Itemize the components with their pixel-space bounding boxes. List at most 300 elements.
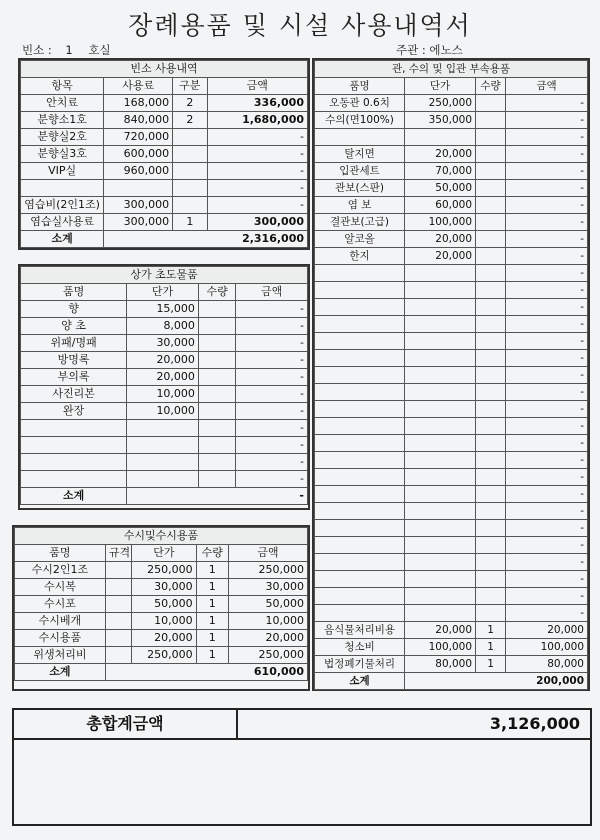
coffin-row (315, 197, 588, 214)
coffin-cell: 1 (476, 656, 506, 673)
shroud-cell: 50,000 (228, 596, 307, 613)
coffin-cell (476, 350, 506, 367)
grand-total-box (12, 708, 592, 826)
facility-section (18, 58, 310, 250)
coffin-row (315, 163, 588, 180)
altar-cell (198, 386, 235, 403)
coffin-column-header: 수량 (476, 78, 506, 95)
facility-row (21, 112, 308, 129)
facility-cell: 안치료 (21, 95, 104, 112)
altar-cell (198, 403, 235, 420)
facility-cell: 염습비(2인1조) (21, 197, 104, 214)
altar-cell: 양 초 (21, 318, 127, 335)
altar-cell (198, 437, 235, 454)
coffin-cell: 250,000 (405, 95, 476, 112)
shroud-cell: 1 (196, 596, 228, 613)
facility-cell: 분향실3호 (21, 146, 104, 163)
coffin-cell (476, 316, 506, 333)
shroud-cell: 20,000 (228, 630, 307, 647)
coffin-cell (476, 248, 506, 265)
coffin-cell: 100,000 (405, 639, 476, 656)
facility-cell: 300,000 (104, 214, 173, 231)
shroud-cell: 10,000 (228, 613, 307, 630)
altar-column-header: 단가 (127, 284, 199, 301)
shroud-caption: 수시및수시용품 (15, 528, 308, 545)
coffin-cell (476, 469, 506, 486)
shroud-row (15, 630, 308, 647)
facility-cell (173, 180, 207, 197)
altar-cell: 방명록 (21, 352, 127, 369)
shroud-cell (105, 647, 131, 664)
coffin-cell: - (506, 316, 588, 333)
altar-cell: 30,000 (127, 335, 199, 352)
altar-subtotal-value: - (127, 488, 308, 505)
shroud-row (15, 562, 308, 579)
coffin-cell: - (506, 129, 588, 146)
coffin-cell: - (506, 265, 588, 282)
facility-row (21, 180, 308, 197)
coffin-row (315, 299, 588, 316)
altar-cell (21, 471, 127, 488)
coffin-cell: 오동관 0.6치 (315, 95, 405, 112)
shroud-header-row (15, 545, 308, 562)
coffin-row (315, 146, 588, 163)
shroud-cell: 1 (196, 613, 228, 630)
altar-goods-section (18, 264, 310, 510)
altar-cell: 20,000 (127, 352, 199, 369)
altar-cell: 부의록 (21, 369, 127, 386)
coffin-cell: 탈지면 (315, 146, 405, 163)
facility-cell: - (207, 197, 307, 214)
coffin-cell (315, 554, 405, 571)
coffin-cell (315, 486, 405, 503)
facility-cell: 168,000 (104, 95, 173, 112)
altar-cell: - (236, 403, 308, 420)
facility-column-header: 항목 (21, 78, 104, 95)
coffin-row (315, 639, 588, 656)
coffin-cell (476, 180, 506, 197)
coffin-cell (405, 452, 476, 469)
coffin-cell: - (506, 299, 588, 316)
shroud-row (15, 596, 308, 613)
coffin-cell (476, 401, 506, 418)
altar-column-header: 수량 (198, 284, 235, 301)
shroud-cell: 수시베개 (15, 613, 106, 630)
document-title: 장례용품 및 시설 사용내역서 (128, 11, 472, 40)
room-unit: 호실 (88, 43, 111, 57)
coffin-column-header: 금액 (506, 78, 588, 95)
altar-cell (21, 437, 127, 454)
coffin-row (315, 469, 588, 486)
shroud-column-header: 품명 (15, 545, 106, 562)
coffin-cell (405, 605, 476, 622)
altar-row (21, 301, 308, 318)
coffin-cell (315, 282, 405, 299)
coffin-row (315, 316, 588, 333)
facility-row (21, 95, 308, 112)
facility-row (21, 129, 308, 146)
coffin-cell (315, 435, 405, 452)
coffin-cell (405, 299, 476, 316)
coffin-cell: 70,000 (405, 163, 476, 180)
altar-row (21, 386, 308, 403)
facility-cell (104, 180, 173, 197)
coffin-cell: - (506, 112, 588, 129)
shroud-cell: 수시포 (15, 596, 106, 613)
altar-cell: 15,000 (127, 301, 199, 318)
facility-table (20, 60, 308, 248)
room-label: 빈소 : (22, 43, 52, 57)
grand-total-value: 3,126,000 (489, 714, 580, 733)
altar-cell: - (236, 420, 308, 437)
facility-cell (173, 163, 207, 180)
facility-cell: 300,000 (104, 197, 173, 214)
coffin-cell (405, 367, 476, 384)
coffin-subtotal-row (315, 673, 588, 690)
shroud-cell: 수시용품 (15, 630, 106, 647)
facility-cell: 염습실사용료 (21, 214, 104, 231)
coffin-cell (476, 333, 506, 350)
shroud-subtotal-value: 610,000 (105, 664, 307, 681)
coffin-row (315, 95, 588, 112)
room-info (22, 42, 111, 58)
shroud-subtotal-label: 소계 (15, 664, 106, 681)
coffin-cell (315, 605, 405, 622)
coffin-row (315, 452, 588, 469)
coffin-cell (476, 129, 506, 146)
facility-cell: 1 (173, 214, 207, 231)
coffin-row (315, 180, 588, 197)
coffin-cell (476, 418, 506, 435)
coffin-cell: 관보(스판) (315, 180, 405, 197)
coffin-cell (315, 350, 405, 367)
facility-cell: 300,000 (207, 214, 307, 231)
grand-total-row (14, 710, 590, 740)
altar-cell: 향 (21, 301, 127, 318)
shroud-column-header: 수량 (196, 545, 228, 562)
coffin-cell (476, 588, 506, 605)
altar-row (21, 335, 308, 352)
coffin-caption-row (315, 61, 588, 78)
altar-cell (21, 420, 127, 437)
coffin-cell: - (506, 350, 588, 367)
coffin-goods-section (312, 58, 590, 691)
coffin-row (315, 418, 588, 435)
altar-row (21, 420, 308, 437)
coffin-row (315, 282, 588, 299)
coffin-cell (476, 537, 506, 554)
facility-caption: 빈소 사용내역 (21, 61, 308, 78)
facility-cell: 720,000 (104, 129, 173, 146)
coffin-cell: - (506, 248, 588, 265)
coffin-cell (405, 469, 476, 486)
altar-cell: - (236, 437, 308, 454)
coffin-cell: - (506, 418, 588, 435)
coffin-row (315, 112, 588, 129)
coffin-cell: - (506, 605, 588, 622)
coffin-subtotal-value: 200,000 (405, 673, 588, 690)
coffin-cell (315, 418, 405, 435)
facility-cell: - (207, 180, 307, 197)
shroud-cell: 250,000 (228, 562, 307, 579)
shroud-cell: 1 (196, 647, 228, 664)
coffin-cell (405, 520, 476, 537)
coffin-cell: 입관세트 (315, 163, 405, 180)
coffin-cell: - (506, 486, 588, 503)
shroud-goods-section (12, 525, 310, 691)
facility-caption-row (21, 61, 308, 78)
coffin-header-row (315, 78, 588, 95)
coffin-cell: 350,000 (405, 112, 476, 129)
coffin-cell: - (506, 554, 588, 571)
facility-row (21, 214, 308, 231)
shroud-cell (105, 613, 131, 630)
altar-cell: 10,000 (127, 403, 199, 420)
altar-goods-table (20, 266, 308, 505)
facility-cell: - (207, 129, 307, 146)
coffin-cell: 20,000 (405, 622, 476, 639)
altar-cell (127, 420, 199, 437)
altar-cell (198, 318, 235, 335)
coffin-cell (476, 571, 506, 588)
coffin-cell: - (506, 163, 588, 180)
coffin-cell: - (506, 435, 588, 452)
shroud-column-header: 금액 (228, 545, 307, 562)
coffin-cell: 60,000 (405, 197, 476, 214)
coffin-row (315, 350, 588, 367)
facility-cell: 840,000 (104, 112, 173, 129)
facility-cell (173, 197, 207, 214)
coffin-cell: - (506, 384, 588, 401)
shroud-cell: 위생처리비 (15, 647, 106, 664)
coffin-cell (405, 571, 476, 588)
facility-row (21, 197, 308, 214)
coffin-cell (405, 333, 476, 350)
coffin-row (315, 520, 588, 537)
coffin-row (315, 435, 588, 452)
facility-column-header: 금액 (207, 78, 307, 95)
coffin-row (315, 503, 588, 520)
coffin-cell (315, 384, 405, 401)
altar-cell: - (236, 301, 308, 318)
coffin-cell (405, 418, 476, 435)
shroud-goods-table (14, 527, 308, 681)
facility-column-header: 사용료 (104, 78, 173, 95)
shroud-cell (105, 596, 131, 613)
coffin-cell: 청소비 (315, 639, 405, 656)
coffin-row (315, 401, 588, 418)
altar-cell (198, 454, 235, 471)
facility-cell: 600,000 (104, 146, 173, 163)
facility-cell: 1,680,000 (207, 112, 307, 129)
coffin-cell: - (506, 537, 588, 554)
coffin-row (315, 588, 588, 605)
altar-cell (198, 335, 235, 352)
coffin-cell: - (506, 469, 588, 486)
coffin-cell (315, 129, 405, 146)
coffin-cell: 20,000 (506, 622, 588, 639)
coffin-cell: - (506, 401, 588, 418)
coffin-cell (405, 316, 476, 333)
altar-cell: - (236, 335, 308, 352)
coffin-cell: - (506, 503, 588, 520)
facility-cell (173, 129, 207, 146)
facility-cell: 분향소1호 (21, 112, 104, 129)
coffin-cell: 수의(면100%) (315, 112, 405, 129)
coffin-caption: 관, 수의 및 입관 부속용품 (315, 61, 588, 78)
coffin-cell (476, 503, 506, 520)
coffin-row (315, 265, 588, 282)
coffin-cell (405, 435, 476, 452)
coffin-cell (476, 231, 506, 248)
altar-cell: - (236, 386, 308, 403)
coffin-cell: - (506, 588, 588, 605)
coffin-cell (405, 265, 476, 282)
coffin-row (315, 622, 588, 639)
altar-cell (198, 352, 235, 369)
coffin-cell (476, 452, 506, 469)
coffin-cell: 법정폐기물처리 (315, 656, 405, 673)
coffin-cell (476, 520, 506, 537)
coffin-row (315, 367, 588, 384)
coffin-cell (315, 265, 405, 282)
facility-cell: 2 (173, 95, 207, 112)
coffin-cell: - (506, 214, 588, 231)
shroud-cell (105, 630, 131, 647)
coffin-cell (405, 537, 476, 554)
coffin-row (315, 129, 588, 146)
coffin-cell: 1 (476, 622, 506, 639)
coffin-cell (405, 554, 476, 571)
shroud-row (15, 613, 308, 630)
coffin-cell (315, 520, 405, 537)
shroud-cell: 10,000 (132, 613, 196, 630)
room-number: 1 (65, 43, 73, 57)
altar-cell: - (236, 454, 308, 471)
coffin-cell: - (506, 231, 588, 248)
altar-row (21, 403, 308, 420)
coffin-cell (315, 299, 405, 316)
coffin-row (315, 231, 588, 248)
coffin-cell: 80,000 (405, 656, 476, 673)
altar-cell: - (236, 318, 308, 335)
coffin-cell: 50,000 (405, 180, 476, 197)
coffin-cell (476, 265, 506, 282)
facility-cell: VIP실 (21, 163, 104, 180)
altar-column-header: 금액 (236, 284, 308, 301)
coffin-cell: 결관보(고급) (315, 214, 405, 231)
shroud-cell: 250,000 (228, 647, 307, 664)
altar-cell: 20,000 (127, 369, 199, 386)
coffin-cell (476, 367, 506, 384)
coffin-cell (315, 571, 405, 588)
coffin-cell: - (506, 95, 588, 112)
coffin-cell: - (506, 520, 588, 537)
altar-row (21, 369, 308, 386)
shroud-column-header: 단가 (132, 545, 196, 562)
shroud-cell: 수시복 (15, 579, 106, 596)
shroud-cell (105, 579, 131, 596)
altar-subtotal-row (21, 488, 308, 505)
coffin-column-header: 단가 (405, 78, 476, 95)
coffin-cell (476, 384, 506, 401)
facility-header-row (21, 78, 308, 95)
coffin-cell: 20,000 (405, 231, 476, 248)
coffin-cell (315, 537, 405, 554)
facility-cell: 분향실2호 (21, 129, 104, 146)
coffin-cell (405, 350, 476, 367)
coffin-row (315, 656, 588, 673)
altar-row (21, 471, 308, 488)
coffin-subtotal-label: 소계 (315, 673, 405, 690)
shroud-cell: 수시2인1조 (15, 562, 106, 579)
coffin-cell: 100,000 (405, 214, 476, 231)
coffin-cell (315, 503, 405, 520)
coffin-row (315, 571, 588, 588)
coffin-cell: - (506, 452, 588, 469)
altar-caption: 상가 초도물품 (21, 267, 308, 284)
facility-cell: - (207, 146, 307, 163)
shroud-cell: 1 (196, 630, 228, 647)
shroud-subtotal-row (15, 664, 308, 681)
altar-row (21, 454, 308, 471)
altar-cell (21, 454, 127, 471)
altar-header-row (21, 284, 308, 301)
shroud-cell: 1 (196, 579, 228, 596)
facility-row (21, 163, 308, 180)
coffin-cell (315, 469, 405, 486)
coffin-cell: 1 (476, 639, 506, 656)
altar-cell (198, 301, 235, 318)
coffin-cell (405, 486, 476, 503)
altar-row (21, 318, 308, 335)
coffin-cell (405, 282, 476, 299)
coffin-cell (315, 452, 405, 469)
coffin-row (315, 486, 588, 503)
altar-cell (198, 420, 235, 437)
altar-cell (127, 437, 199, 454)
coffin-cell: 알코올 (315, 231, 405, 248)
shroud-column-header: 규격 (105, 545, 131, 562)
facility-cell: 336,000 (207, 95, 307, 112)
coffin-cell: 20,000 (405, 248, 476, 265)
altar-cell (198, 369, 235, 386)
altar-cell: - (236, 352, 308, 369)
altar-cell: 완장 (21, 403, 127, 420)
coffin-cell: 100,000 (506, 639, 588, 656)
altar-subtotal-label: 소계 (21, 488, 127, 505)
facility-column-header: 구분 (173, 78, 207, 95)
facility-cell: 960,000 (104, 163, 173, 180)
coffin-cell (476, 435, 506, 452)
altar-cell: 10,000 (127, 386, 199, 403)
facility-cell (21, 180, 104, 197)
shroud-cell: 30,000 (228, 579, 307, 596)
coffin-cell: 20,000 (405, 146, 476, 163)
altar-cell: - (236, 471, 308, 488)
altar-row (21, 352, 308, 369)
shroud-cell: 50,000 (132, 596, 196, 613)
coffin-cell (405, 401, 476, 418)
coffin-cell: 80,000 (506, 656, 588, 673)
coffin-row (315, 554, 588, 571)
coffin-cell: - (506, 571, 588, 588)
coffin-goods-table (314, 60, 588, 690)
coffin-cell: - (506, 197, 588, 214)
coffin-cell: - (506, 333, 588, 350)
shroud-cell: 250,000 (132, 647, 196, 664)
coffin-cell (476, 486, 506, 503)
